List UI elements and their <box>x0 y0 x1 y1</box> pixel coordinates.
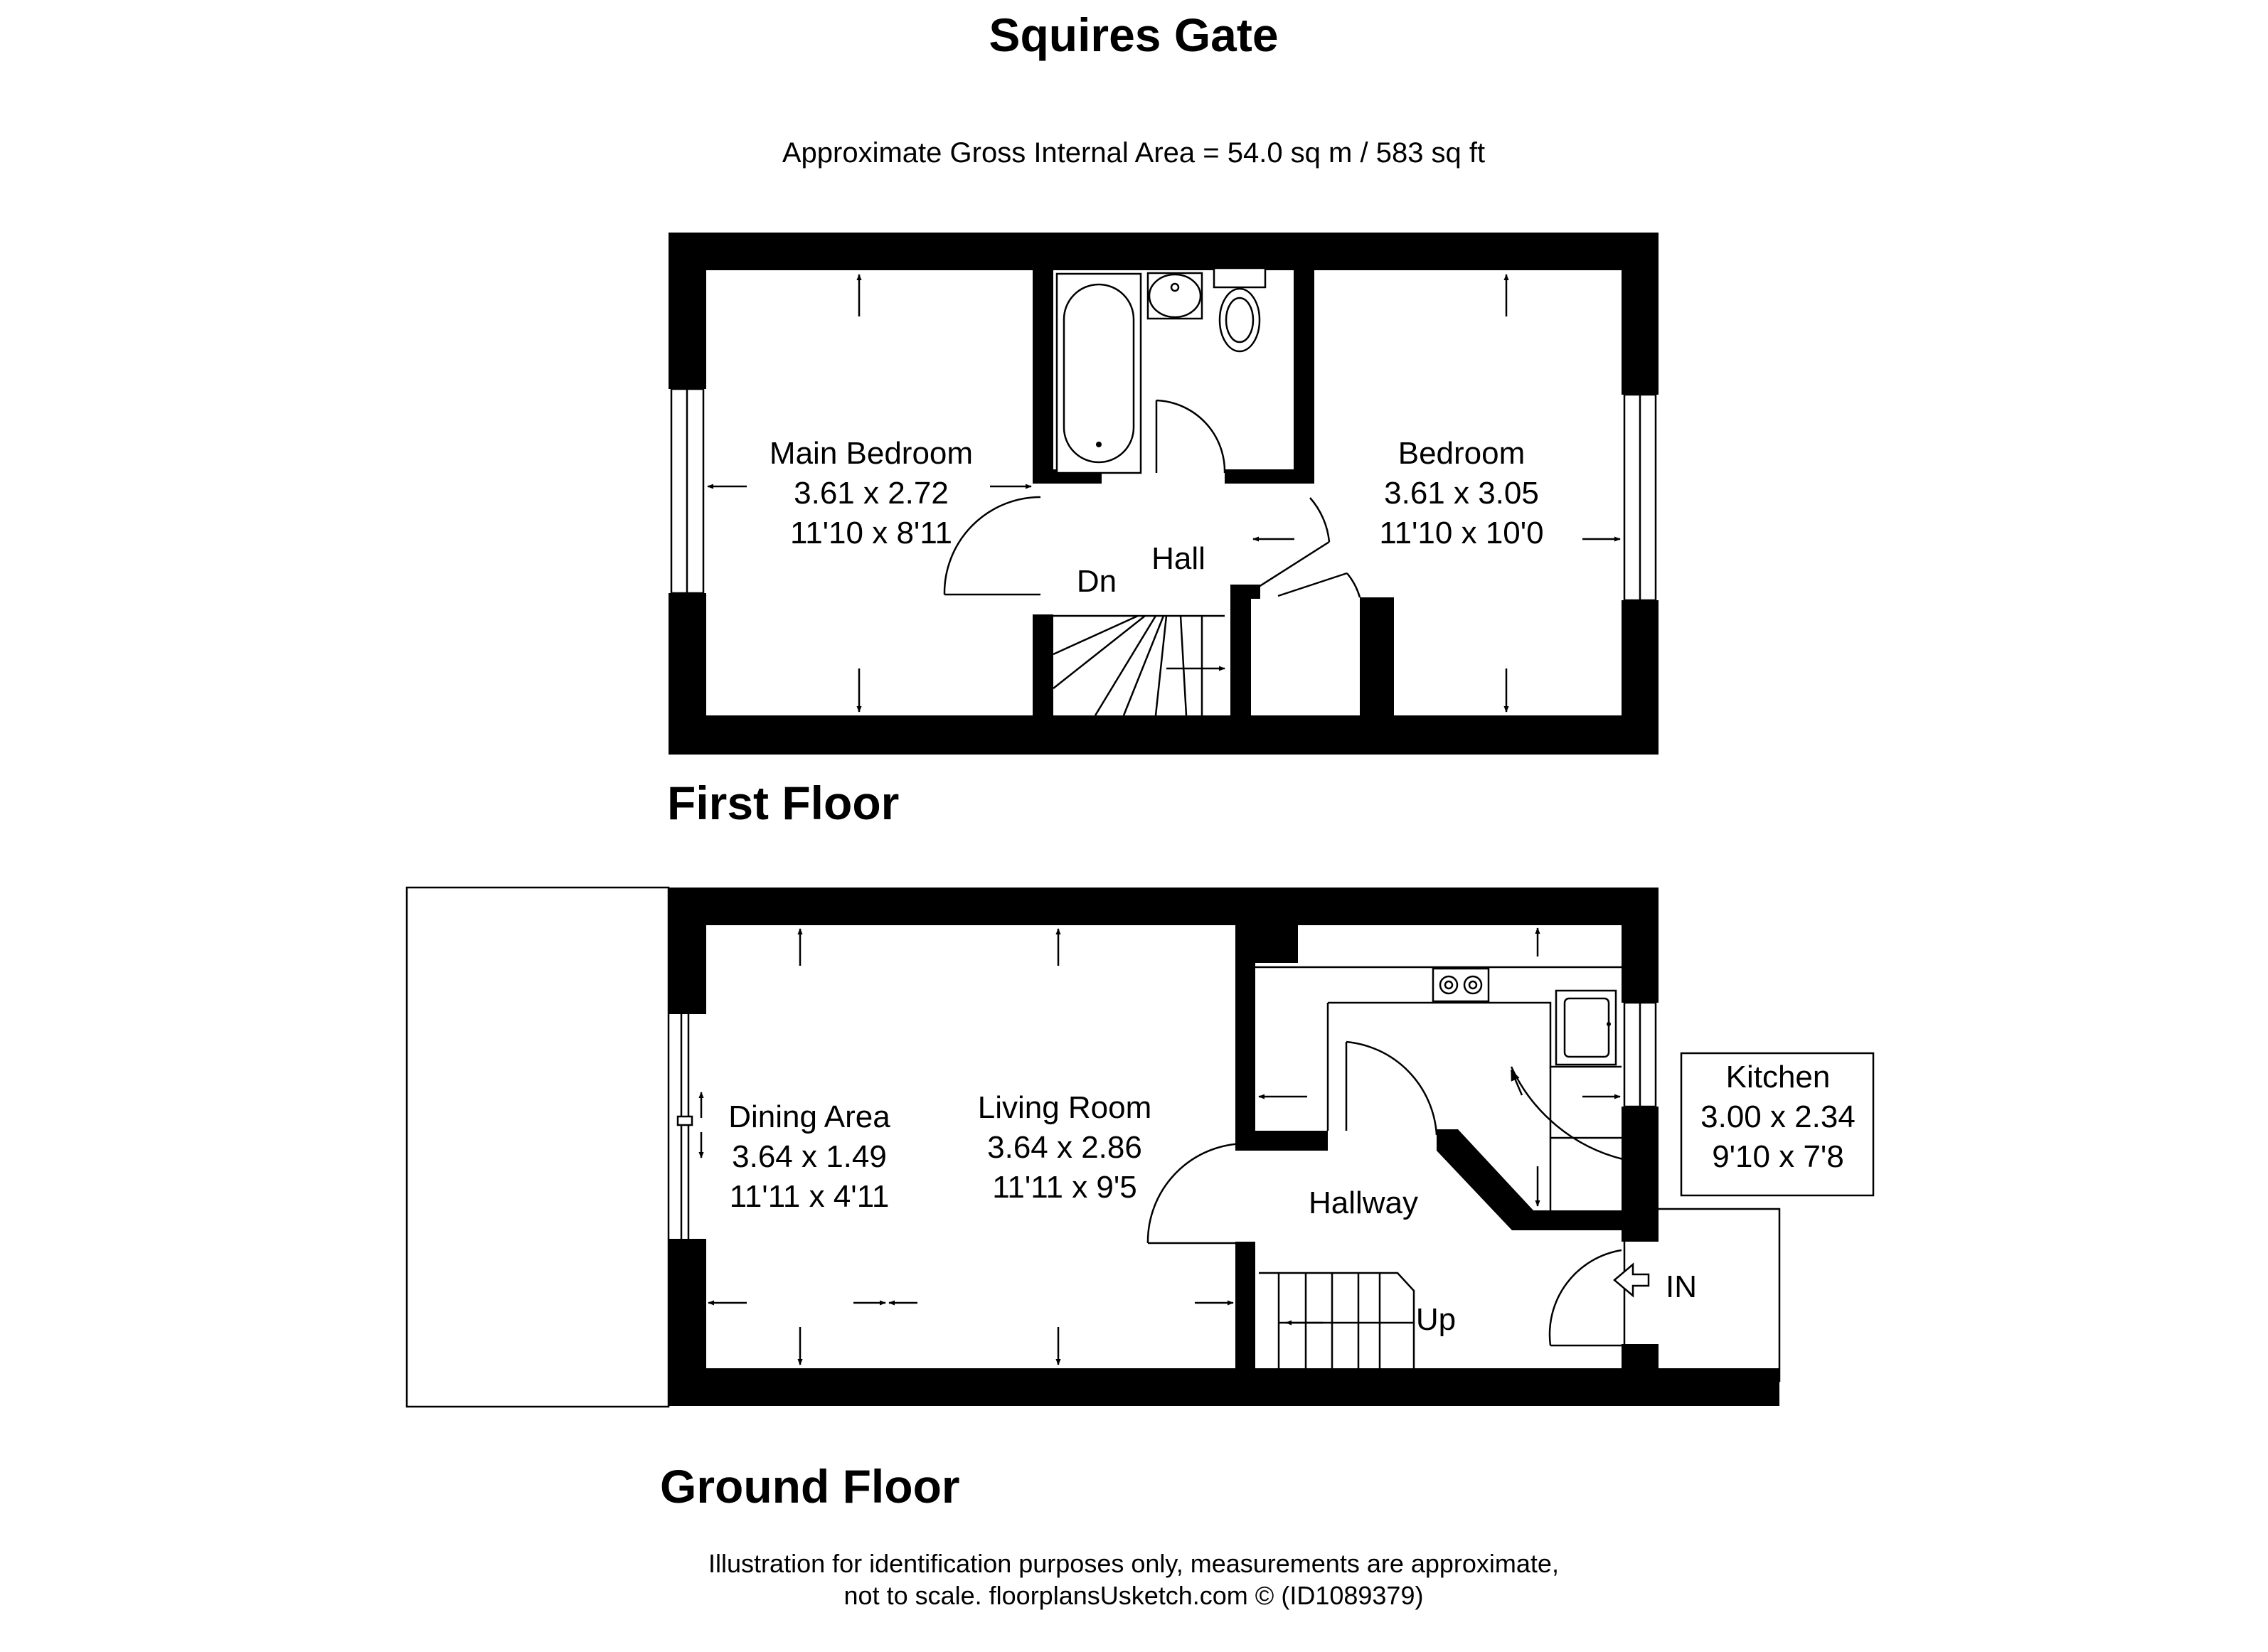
stairs-up-label: Up <box>1415 1302 1457 1337</box>
living-room-name: Living Room <box>977 1090 1152 1125</box>
window-main-bedroom <box>671 389 703 593</box>
patio-doors <box>678 1014 692 1239</box>
ground-floor-plan <box>407 888 1873 1407</box>
cupboard-door <box>1278 573 1360 597</box>
window-bedroom <box>1624 395 1656 600</box>
entrance-arrow-icon <box>1614 1264 1649 1296</box>
garden-area <box>407 888 669 1407</box>
plan-title: Squires Gate <box>989 9 1279 61</box>
gross-internal-area: Approximate Gross Internal Area = 54.0 sq m / 583 sq ft <box>782 137 1486 169</box>
living-room-door <box>1148 1144 1246 1243</box>
main-bedroom-imperial: 11'10 x 8'11 <box>789 516 953 550</box>
dining-area-metric: 3.64 x 1.49 <box>732 1139 887 1174</box>
bathroom-door <box>1156 400 1225 473</box>
bedroom-door <box>1251 498 1329 592</box>
ground-floor-label: Ground Floor <box>660 1460 960 1513</box>
entrance-label: IN <box>1666 1269 1697 1304</box>
sink-icon <box>1556 991 1616 1065</box>
kitchen-imperial: 9'10 x 7'8 <box>1712 1139 1844 1174</box>
bedroom-name: Bedroom <box>1397 436 1526 471</box>
bath-icon <box>1057 274 1141 473</box>
kitchen-name: Kitchen <box>1725 1060 1831 1094</box>
hallway-label: Hallway <box>1308 1185 1419 1220</box>
main-bedroom-door <box>944 497 1040 595</box>
stairs-down <box>1053 616 1225 715</box>
kitchen-callout <box>1681 1053 1873 1195</box>
hall-label: Hall <box>1151 541 1205 576</box>
stairs-down-label: Dn <box>1076 564 1117 599</box>
main-bedroom-name: Main Bedroom <box>769 436 974 471</box>
disclaimer-line-1: Illustration for identification purposes only, measurements are approximate, <box>708 1549 1559 1578</box>
first-floor-plan <box>669 233 1659 755</box>
dining-area-name: Dining Area <box>728 1099 890 1134</box>
main-bedroom-metric: 3.61 x 2.72 <box>794 476 949 511</box>
disclaimer-line-2: not to scale. floorplansUsketch.com © (ID1089379) <box>843 1581 1424 1610</box>
hob-icon <box>1433 969 1489 1001</box>
bedroom-imperial: 11'10 x 10'0 <box>1379 516 1544 550</box>
window-kitchen <box>1624 1003 1656 1107</box>
kitchen-door <box>1346 1042 1437 1135</box>
bedroom-metric: 3.61 x 3.05 <box>1384 476 1539 511</box>
stairs-up <box>1259 1273 1414 1368</box>
living-room-metric: 3.64 x 2.86 <box>987 1130 1142 1165</box>
living-room-imperial: 11'11 x 9'5 <box>992 1170 1137 1205</box>
kitchen-appliance-swing <box>1511 1067 1623 1159</box>
first-floor-label: First Floor <box>667 777 900 829</box>
front-door <box>1550 1250 1622 1345</box>
basin-icon <box>1148 273 1202 319</box>
kitchen-metric: 3.00 x 2.34 <box>1700 1099 1856 1134</box>
dining-area-imperial: 11'11 x 4'11 <box>729 1179 890 1214</box>
toilet-icon <box>1214 268 1265 351</box>
